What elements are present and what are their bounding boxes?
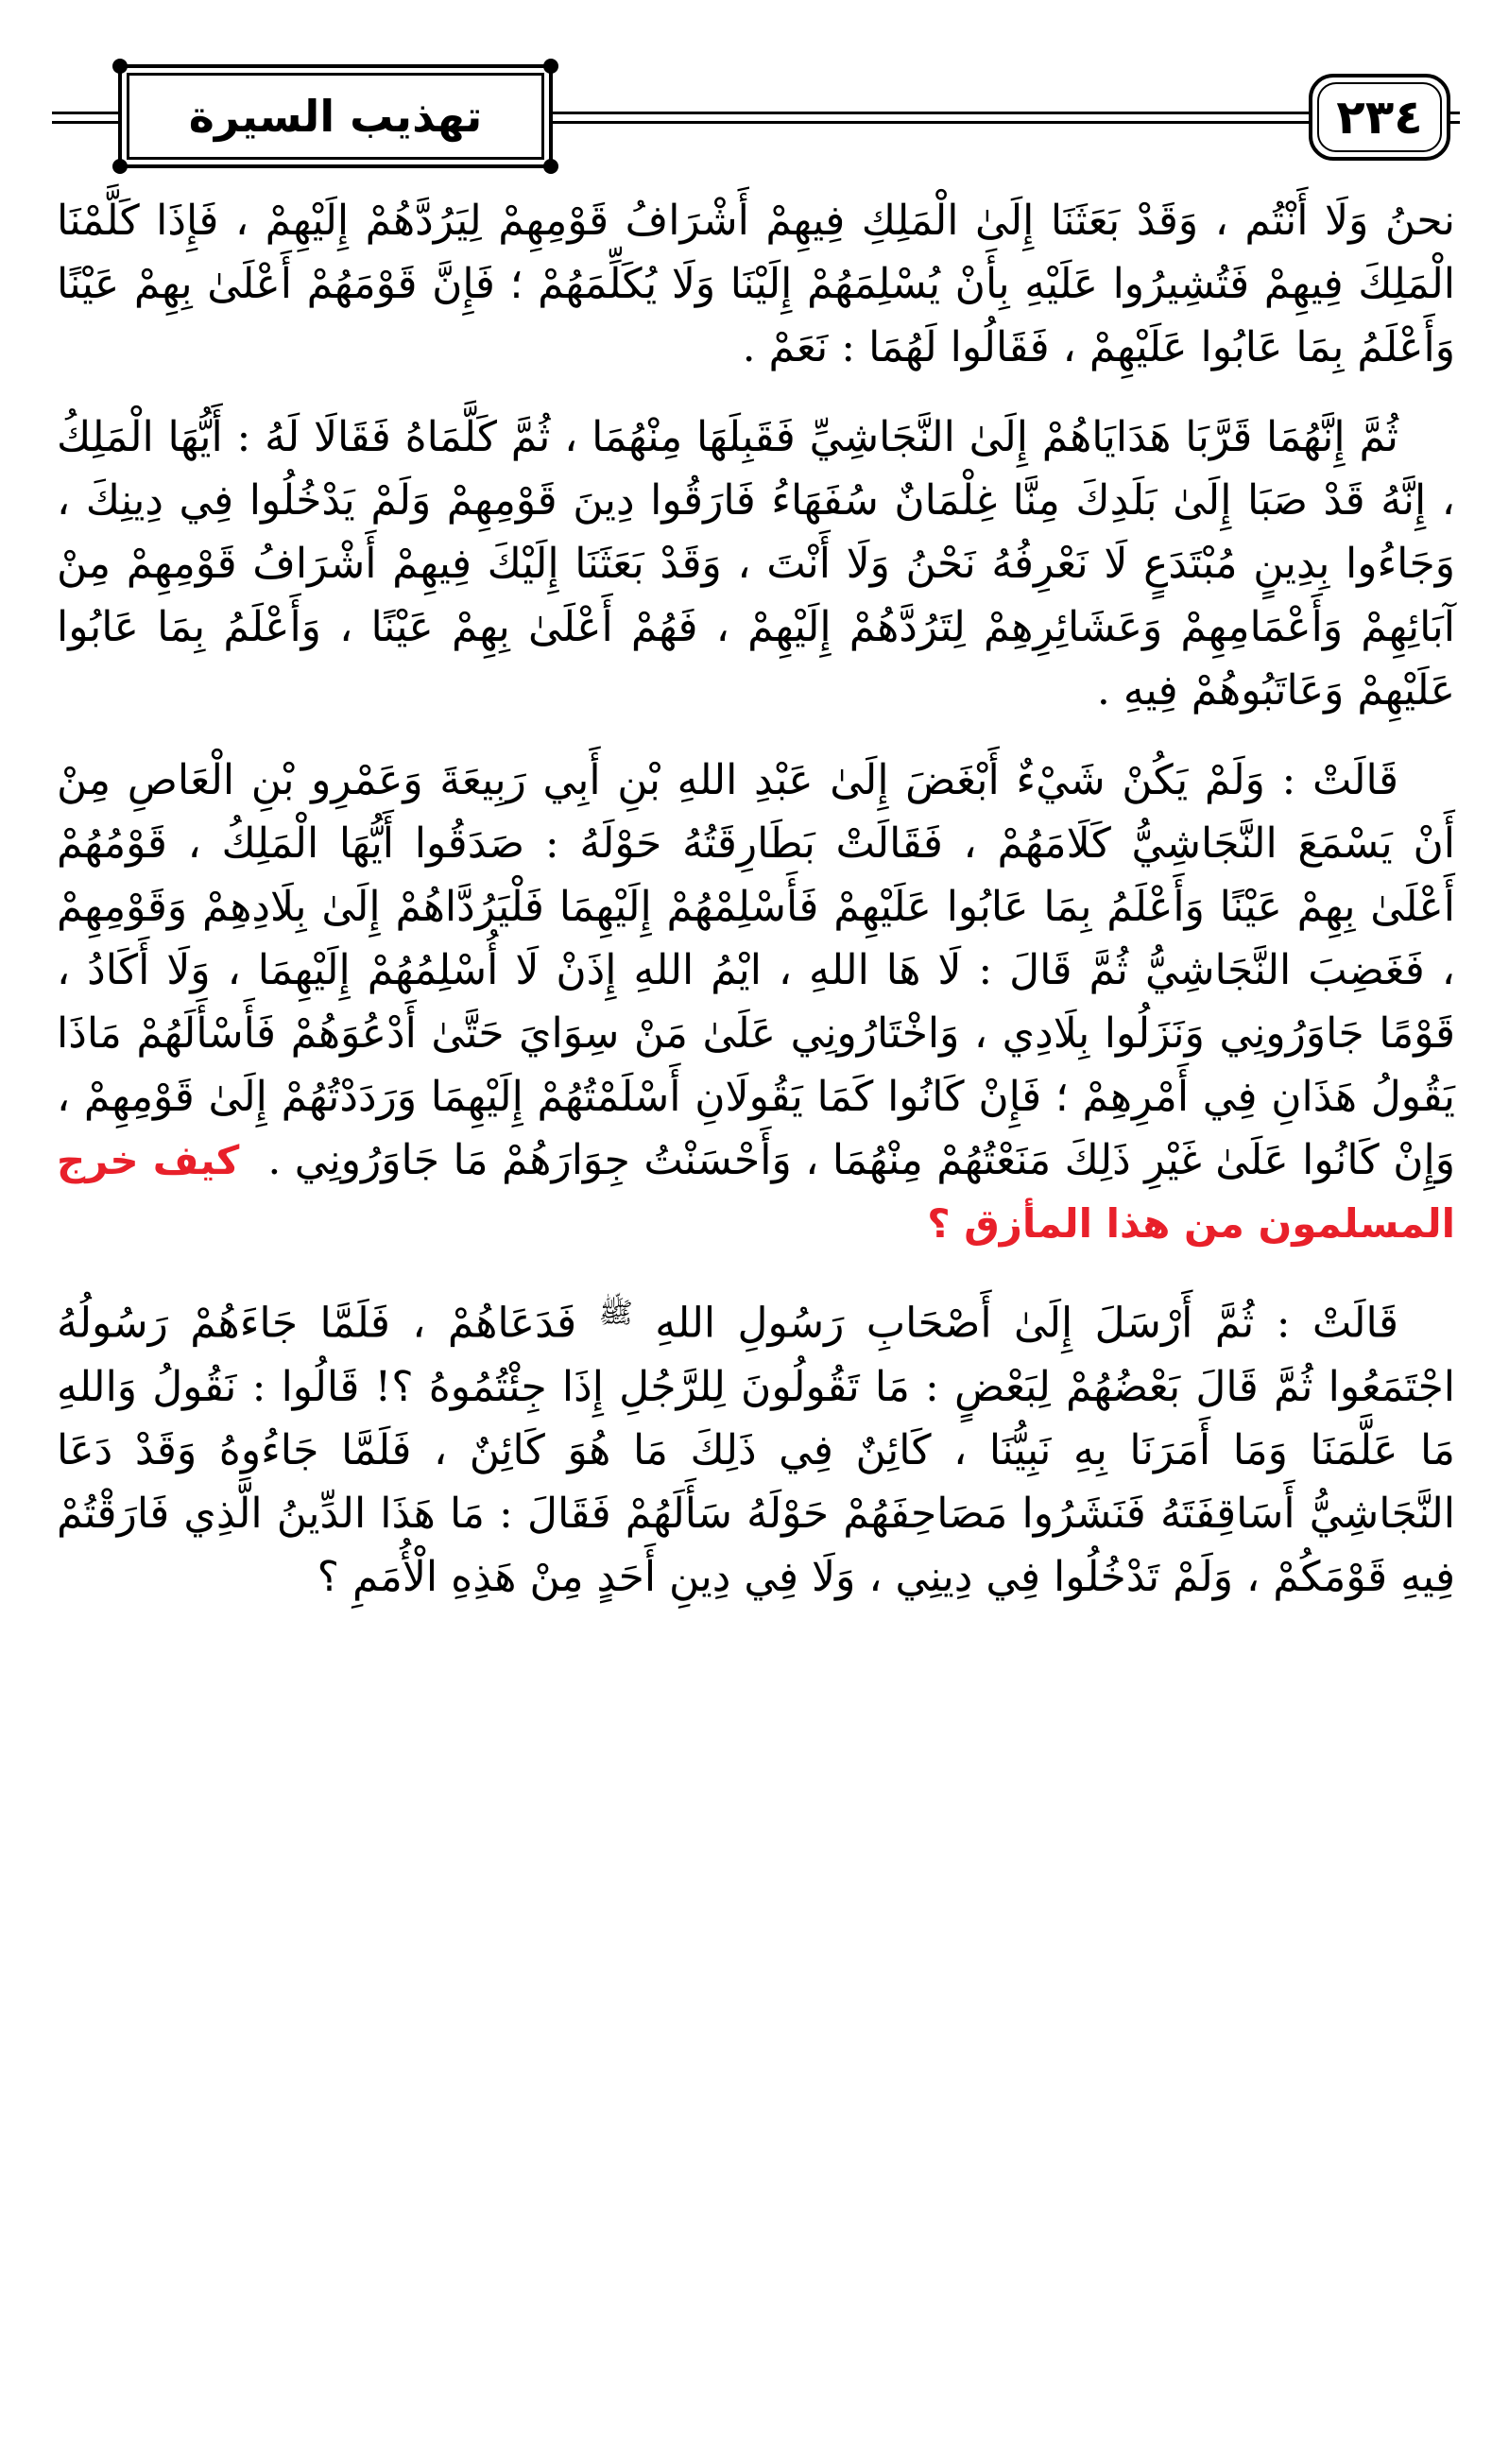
page-number: ٢٣٤: [1336, 90, 1423, 145]
paragraph-4-text-before: قَالَتْ : ثُمَّ أَرْسَلَ إِلَىٰ أَصْحَابِ رَسُولِ اللهِ: [655, 1299, 1398, 1348]
page-number-frame: [1309, 74, 1450, 161]
ornament-icon: [112, 59, 128, 74]
ornament-icon: [112, 159, 128, 174]
page-body: [57, 189, 1455, 1635]
page-header: [52, 57, 1460, 180]
paragraph-2: ثُمَّ إِنَّهُمَا قَرَّبَا هَدَايَاهُمْ إِلَىٰ النَّجَاشِيِّ فَقَبِلَهَا مِنْهُمَا ، ثُمَّ كَلَّمَاهُ فَقَالَا لَهُ : أَيُّهَا الْمَلِكُ ، إِنَّهُ قَدْ صَبَا إِلَىٰ بَلَدِكَ مِنَّا غِلْمَانٌ سُفَهَاءُ فَارَقُوا دِينَ قَوْمِهِمْ وَلَمْ يَدْخُلُوا فِي دِينِكَ ، وَجَاءُوا بِدِينٍ مُبْتَدَعٍ لَا نَعْرِفُهُ نَحْنُ وَلَا أَنْتَ ، وَقَدْ بَعَثَنَا إِلَيْكَ فِيهِمْ أَشْرَافُ قَوْمِهِمْ مِنْ آبَائِهِمْ وَأَعْمَامِهِمْ وَعَشَائِرِهِمْ لِتَرُدَّهُمْ إِلَيْهِمْ ، فَهُمْ أَعْلَىٰ بِهِمْ عَيْنًا ، وَأَعْلَمُ بِمَا عَابُوا عَلَيْهِمْ وَعَاتَبُوهُمْ فِيهِ .: [57, 413, 1455, 715]
book-title-frame: [118, 64, 553, 168]
paragraph-1: نحنُ وَلَا أَنْتُم ، وَقَدْ بَعَثَنَا إِلَىٰ الْمَلِكِ فِيهِمْ أَشْرَافُ قَوْمِهِمْ لِيَرُدَّهُمْ إِلَيْهِمْ ، فَإِذَا كَلَّمْنَا الْمَلِكَ فِيهِمْ فَتُشِيرُوا عَلَيْهِ بِأَنْ يُسْلِمَهُمْ إِلَيْنَا وَلَا يُكَلِّمَهُمْ ؛ فَإِنَّ قَوْمَهُمْ أَعْلَىٰ بِهِمْ عَيْنًا وَأَعْلَمُ بِمَا عَابُوا عَلَيْهِمْ ، فَقَالُوا لَهُمَا : نَعَمْ .: [57, 197, 1455, 371]
paragraph-4-text-after: فَدَعَاهُمْ ، فَلَمَّا جَاءَهُمْ رَسُولُهُ اجْتَمَعُوا ثُمَّ قَالَ بَعْضُهُمْ لِبَعْضٍ : مَا تَقُولُونَ لِلرَّجُلِ إِذَا جِئْتُمُوهُ ؟! قَالُوا : نَقُولُ وَاللهِ مَا عَلَّمَنَا وَمَا أَمَرَنَا بِهِ نَبِيُّنَا ، كَائِنٌ فِي ذَلِكَ مَا هُوَ كَائِنٌ ، فَلَمَّا جَاءُوهُ وَقَدْ دَعَا النَّجَاشِيُّ أَسَاقِفَتَهُ فَنَشَرُوا مَصَاحِفَهُمْ حَوْلَهُ سَأَلَهُمْ فَقَالَ : مَا هَذَا الدِّينُ الَّذِي فَارَقْتُمْ فِيهِ قَوْمَكُمْ ، وَلَمْ تَدْخُلُوا فِي دِينِي ، وَلَا فِي دِينِ أَحَدٍ مِنْ هَذِهِ الْأُمَمِ ؟: [57, 1299, 1455, 1601]
paragraph-3-text: قَالَتْ : وَلَمْ يَكُنْ شَيْءٌ أَبْغَضَ إِلَىٰ عَبْدِ اللهِ بْنِ أَبِي رَبِيعَةَ وَعَمْرِو بْنِ الْعَاصِ مِنْ أَنْ يَسْمَعَ النَّجَاشِيُّ كَلَامَهُمْ ، فَقَالَتْ بَطَارِقَتُهُ حَوْلَهُ : صَدَقُوا أَيُّهَا الْمَلِكُ ، قَوْمُهُمْ أَعْلَىٰ بِهِمْ عَيْنًا وَأَعْلَمُ بِمَا عَابُوا عَلَيْهِمْ فَأَسْلِمْهُمْ إِلَيْهِمَا فَلْيَرُدَّاهُمْ إِلَىٰ بِلَادِهِمْ وَقَوْمِهِمْ ، فَغَضِبَ النَّجَاشِيُّ ثُمَّ قَالَ : لَا هَا اللهِ ، ايْمُ اللهِ إِذَنْ لَا أُسْلِمُهُمْ إِلَيْهِمَا ، وَلَا أَكَادُ ، قَوْمًا جَاوَرُونِي وَنَزَلُوا بِلَادِي ، وَاخْتَارُونِي عَلَىٰ مَنْ سِوَايَ حَتَّىٰ أَدْعُوَهُمْ فَأَسْأَلَهُمْ مَاذَا يَقُولُ هَذَانِ فِي أَمْرِهِمْ ؛ فَإِنْ كَانُوا كَمَا يَقُولَانِ أَسْلَمْتُهُمْ إِلَيْهِمَا وَرَدَدْتُهُمْ إِلَىٰ قَوْمِهِمْ ، وَإِنْ كَانُوا عَلَىٰ غَيْرِ ذَلِكَ مَنَعْتُهُمْ مِنْهُمَا ، وَأَحْسَنْتُ جِوَارَهُمْ مَا جَاوَرُونِي .: [57, 756, 1455, 1184]
ornament-icon: [543, 59, 558, 74]
margin-annotation: كيف خرج المسلمون من هذا المأزق ؟: [57, 1137, 1455, 1247]
paragraph-3: [57, 749, 1455, 1255]
ornament-icon: [543, 159, 558, 174]
honorific-symbol: ﷺ: [598, 1297, 633, 1330]
paragraph-4: [57, 1282, 1455, 1609]
book-title: تهذيب السيرة: [188, 91, 483, 142]
